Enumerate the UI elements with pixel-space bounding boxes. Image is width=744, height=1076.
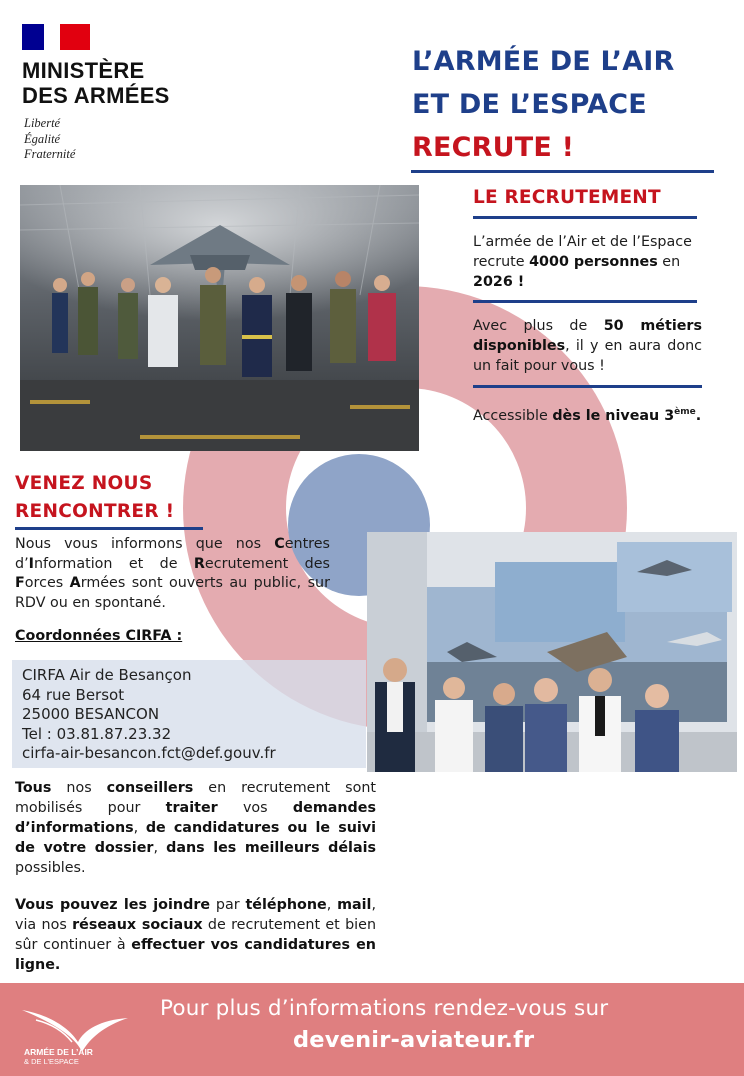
joindre-run: par [210, 897, 246, 913]
recrutement-p3-period: . [695, 407, 702, 424]
conseillers-run: possibles. [15, 860, 86, 876]
rencontrer-heading-rule [15, 527, 203, 530]
recrutement-paragraph-3 [473, 402, 713, 426]
footer-website-link[interactable]: devenir-aviateur.fr [293, 1027, 535, 1053]
recrutement-p2-text: Avec plus de [473, 318, 604, 334]
motto-egalite: Égalité [24, 131, 61, 146]
joindre-run: de recrutement et bien sûr continuer à [15, 917, 377, 953]
footer-info-text: Pour plus d’informations rendez-vous sur [160, 996, 609, 1021]
cirfa-name: CIRFA Air de Besançon [22, 666, 192, 684]
joindre-run: effectuer vos candidatures en ligne. [15, 937, 376, 973]
ministry-name-line2: DES ARMÉES [22, 83, 170, 108]
joindre-paragraph [15, 895, 376, 975]
intro-run: Nous vous informons que nos [15, 536, 275, 552]
conseillers-paragraph [15, 778, 376, 878]
joindre-run: Vous pouvez les joindre [15, 897, 211, 913]
ministry-name [22, 58, 170, 108]
recrutement-p1-year: 2026 ! [473, 274, 525, 290]
conseillers-run: , [153, 840, 167, 856]
joindre-run: réseaux sociaux [72, 917, 203, 933]
title-divider [411, 170, 714, 173]
recrutement-paragraph-2 [473, 316, 702, 376]
joindre-run: , [326, 897, 338, 913]
motto-liberte: Liberté [24, 116, 61, 130]
logo-text-line2: & DE L’ESPACE [24, 1057, 79, 1066]
recrutement-heading-rule [473, 216, 697, 219]
recrutement-rule-1 [473, 300, 697, 303]
recrutement-p1-count: 4000 personnes [529, 254, 658, 270]
cirfa-email[interactable]: cirfa-air-besancon.fct@def.gouv.fr [22, 744, 276, 762]
joindre-run: mail [337, 897, 372, 913]
intro-run: rmées sont ouverts au public, sur RDV ou en spontané. [15, 575, 330, 611]
intro-run: orces [24, 575, 70, 591]
intro-run: C [274, 536, 285, 552]
conseillers-run: traiter [165, 800, 218, 816]
conseillers-run: vos [217, 800, 293, 816]
conseillers-run: demandes d’informations [15, 800, 376, 836]
conseillers-run: nos [51, 780, 107, 796]
intro-run: F [15, 575, 25, 591]
cirfa-city: 25000 BESANCON [22, 705, 160, 723]
intro-run: ecrutement des [204, 555, 330, 572]
rencontrer-heading [15, 470, 174, 526]
rencontrer-heading-line1: VENEZ NOUS [15, 473, 153, 494]
armee-air-espace-logo-text [24, 1048, 93, 1066]
recrutement-p1-text: L’armée de l’Air et de l’Espace recrute [473, 234, 692, 270]
title-line1: L’ARMÉE DE L’AIR [412, 46, 675, 77]
intro-run: R [193, 555, 205, 572]
title-line2: ET DE L’ESPACE [412, 89, 647, 120]
marianne-flag-logo [22, 24, 90, 50]
conseillers-run: en recrutement sont mobilisés pour [15, 780, 376, 816]
republic-motto [24, 116, 75, 163]
intro-run: I [28, 555, 34, 572]
joindre-run: téléphone [245, 897, 327, 913]
cirfa-street: 64 rue Bersot [22, 685, 125, 704]
recrutement-p2-metiers: 50 métiers disponibles [473, 318, 702, 354]
conseillers-run: dans les meilleurs délais [166, 840, 377, 856]
logo-text-line1: ARMÉE DE L’AIR [24, 1047, 93, 1057]
recrutement-paragraph-1 [473, 232, 699, 292]
conseillers-run: conseillers [106, 780, 194, 796]
cirfa-team-photo [367, 532, 737, 772]
motto-fraternite: Fraternité [24, 147, 76, 161]
recrutement-p3-sup: ème [674, 407, 696, 417]
intro-run: A [69, 575, 81, 591]
recruits-hangar-photo [20, 185, 419, 451]
intro-run: entres d’ [15, 536, 330, 572]
cirfa-phone[interactable]: Tel : 03.81.87.23.32 [22, 724, 172, 743]
intro-run: nformation et de [33, 555, 194, 572]
recrutement-p1-en: en [657, 254, 681, 270]
cirfa-coordinates-title: Coordonnées CIRFA : [15, 628, 183, 644]
joindre-run: , via nos [15, 897, 376, 933]
recrutement-heading: LE RECRUTEMENT [473, 187, 661, 208]
ministry-name-line1: MINISTÈRE [22, 58, 145, 83]
page-title [412, 40, 675, 169]
conseillers-run: Tous [15, 780, 52, 796]
recrutement-rule-2 [473, 385, 702, 388]
cirfa-address [22, 666, 276, 764]
recrutement-p3-level: dès le niveau 3 [552, 407, 675, 424]
rencontrer-heading-line2: RENCONTRER ! [15, 501, 175, 522]
cirfa-intro-paragraph [15, 535, 330, 613]
conseillers-run: , [133, 820, 146, 836]
title-line3: RECRUTE ! [412, 132, 575, 163]
recrutement-p3-text: Accessible [473, 407, 553, 424]
recrutement-p2-rest: , il y en aura donc un fait pour vous ! [473, 338, 702, 374]
conseillers-run: de candidatures ou le suivi de votre dossier [15, 820, 376, 856]
